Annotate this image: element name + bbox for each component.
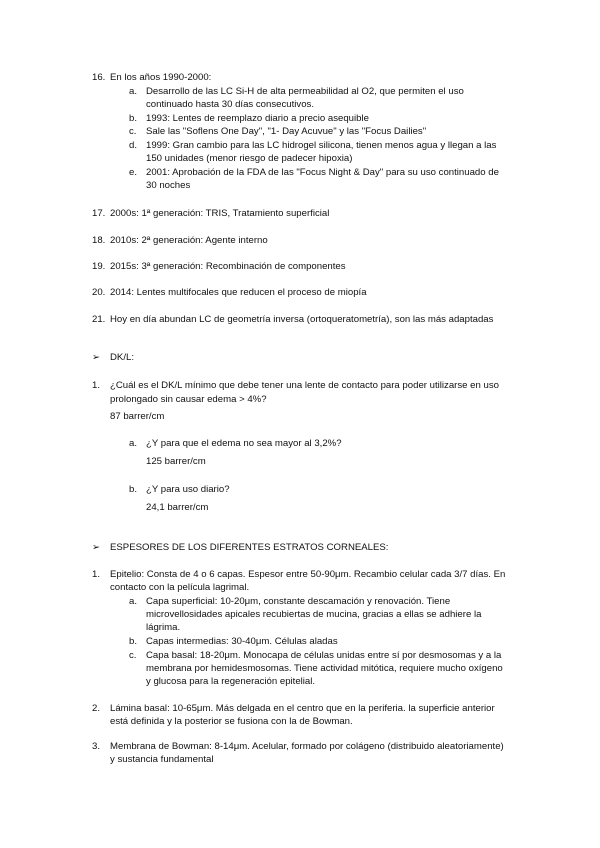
sub-text: microvellosidades apicales recubiertas de mucina, gracias a ellas se adhiere la: [146, 609, 482, 620]
item-text: Epitelio: Consta de 4 o 6 capas. Espesor entre 50-90μm. Recambio celular cada 3/7 días. En: [110, 569, 506, 580]
sub-text: Desarrollo de las LC Si-H de alta permeabilidad al O2, que permiten el uso: [146, 86, 464, 97]
item-number: 3.: [92, 741, 101, 752]
answer-text: 24,1 barrer/cm: [146, 502, 209, 513]
sub-letter: d.: [129, 140, 138, 151]
section-heading: ESPESORES DE LOS DIFERENTES ESTRATOS CORNEALES:: [110, 542, 389, 553]
item-number: 1.: [92, 380, 101, 391]
item-text: Membrana de Bowman: 8-14μm. Acelular, formado por colágeno (distribuido aleatoriamente): [110, 741, 504, 752]
sub-letter: a.: [129, 86, 138, 97]
sub-text: lágrima.: [146, 622, 181, 633]
item-text: 2000s: 1ª generación: TRIS, Tratamiento superficial: [110, 208, 330, 219]
item-text: y sustancia fundamental: [110, 754, 214, 765]
sub-text: 30 noches: [146, 180, 191, 191]
sub-text: 1999: Gran cambio para las LC hidrogel silicona, tienen menos agua y llegan a las: [146, 140, 497, 151]
sub-text: Capa superficial: 10-20μm, constante descamación y renovación. Tiene: [146, 596, 451, 607]
answer-text: 87 barrer/cm: [110, 411, 165, 422]
sub-letter: a.: [129, 438, 138, 449]
item-text: Lámina basal: 10-65μm. Más delgada en el centro que en la periferia. la superficie anterior: [110, 703, 495, 714]
sub-letter: c.: [129, 126, 137, 137]
sub-letter: e.: [129, 167, 138, 178]
item-number: 16.: [92, 72, 106, 83]
sub-letter: c.: [129, 650, 137, 661]
sub-text: Capa basal: 18-20μm. Monocapa de células unidas entre sí por desmosomas y a la: [146, 650, 502, 661]
sub-text: 150 unidades (menor riesgo de padecer hipoxia): [146, 153, 353, 164]
item-number: 18.: [92, 235, 106, 246]
question-text: ¿Y para que el edema no sea mayor al 3,2%?: [146, 438, 342, 449]
item-text: contacto con la película lagrimal.: [110, 582, 250, 593]
sub-text: y glucosa para la regeneración epitelial.: [146, 676, 316, 687]
sub-text: continuado hasta 30 días consecutivos.: [146, 99, 315, 110]
sub-letter: b.: [129, 113, 138, 124]
question-text: prolongado sin causar edema > 4%?: [110, 394, 267, 405]
sub-text: 2001: Aprobación de la FDA de las "Focus Night & Day" para su uso continuado de: [146, 167, 499, 178]
sub-text: Sale las "Soflens One Day", "1- Day Acuvue" y las "Focus Dailies": [146, 126, 427, 137]
item-number: 19.: [92, 261, 106, 272]
item-text: 2010s: 2ª generación: Agente interno: [110, 235, 268, 246]
answer-text: 125 barrer/cm: [146, 456, 206, 467]
arrow-bullet-icon: ➢: [92, 352, 101, 363]
item-text: está definida y la posterior se fusiona con la de Bowman.: [110, 716, 353, 727]
item-number: 20.: [92, 287, 106, 298]
item-number: 21.: [92, 314, 106, 325]
item-number: 17.: [92, 208, 106, 219]
question-text: ¿Y para uso diario?: [146, 484, 230, 495]
sub-letter: b.: [129, 484, 138, 495]
sub-text: Capas intermedias: 30-40μm. Células aladas: [146, 636, 338, 647]
sub-text: membrana por hemidesmosomas. Tiene actividad mitótica, requiere mucho oxígeno: [146, 663, 503, 674]
question-text: ¿Cuál es el DK/L mínimo que debe tener una lente de contacto para poder utilizarse en uso: [110, 380, 499, 391]
item-text: 2015s: 3ª generación: Recombinación de componentes: [110, 261, 346, 272]
sub-letter: a.: [129, 596, 138, 607]
sub-letter: b.: [129, 636, 138, 647]
item-number: 1.: [92, 569, 101, 580]
item-text: 2014: Lentes multifocales que reducen el proceso de miopía: [110, 287, 367, 298]
arrow-bullet-icon: ➢: [92, 542, 101, 553]
item-number: 2.: [92, 703, 101, 714]
item-text: Hoy en día abundan LC de geometría inversa (ortoqueratometría), son las más adaptadas: [110, 314, 494, 325]
item-text: En los años 1990-2000:: [110, 72, 212, 83]
section-heading: DK/L:: [110, 352, 134, 363]
sub-text: 1993: Lentes de reemplazo diario a precio asequible: [146, 113, 369, 124]
